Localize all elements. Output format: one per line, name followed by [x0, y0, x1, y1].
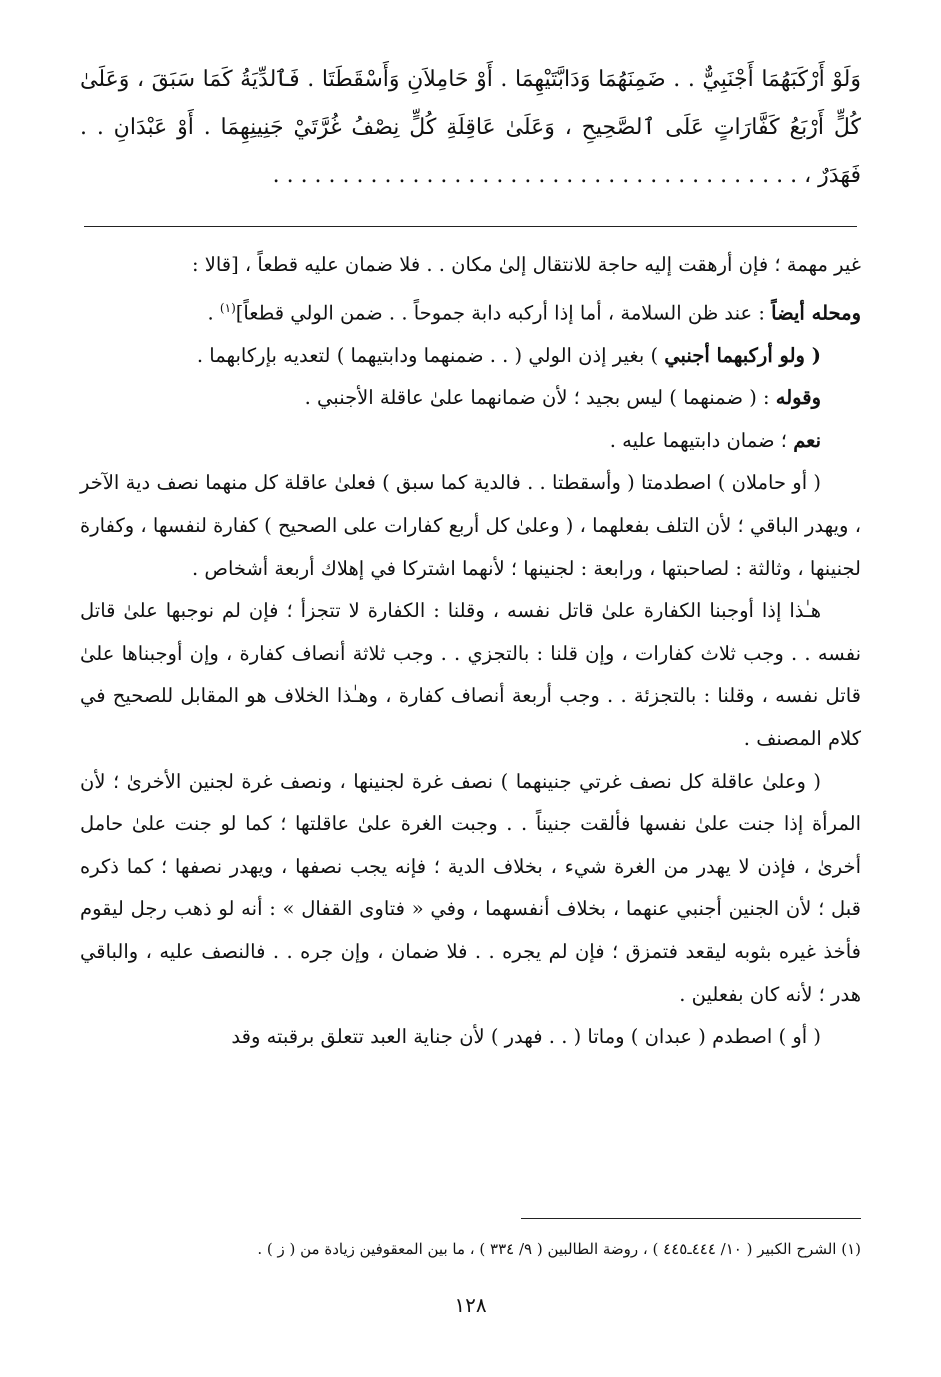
separator-line	[84, 226, 857, 227]
main-text-paragraph: وَلَوْ أَرْكَبَهُمَا أَجْنَبِيٌّ . . ضَمِنَهُمَا وَدَابَّتَيْهِمَا . أَوْ حَامِلاَنِ وَأَسْقَطَتَا . فَٱلدِّيَةُ كَمَا سَبَقَ ، وَعَلَىٰ كُلٍّ أَرْبَعُ كَفَّارَاتٍ عَلَى ٱلصَّحِيحِ ، وَعَلَىٰ عَاقِلَةِ كُلٍّ نِصْفُ غُرَّتَيْ جَنِينِهِمَا . أَوْ عَبْدَانِ . . فَهَدَرٌ ، . . . . . . . . . . . . . . . . . . . . . . . . . . . . . . . . . . . . . .	[80, 67, 861, 188]
footnote-separator	[521, 1218, 861, 1219]
main-text	[80, 56, 861, 200]
commentary-paragraph: ( أو ) اصطدم ( عبدان ) وماتا ( . . فهدر ) لأن جناية العبد تتعلق برقبته وقد	[231, 1025, 821, 1049]
commentary-text	[80, 244, 861, 1059]
footnote-marker: (١)	[219, 300, 236, 315]
commentary-paragraph: وقوله : ( ضمنهما ) ليس بجيد ؛ لأن ضمانهما علىٰ عاقلة الأجنبي .	[304, 386, 821, 410]
commentary-paragraph: ( أو حاملان ) اصطدمتا ( وأسقطتا . . فالدية كما سبق ) فعلىٰ عاقلة كل منهما نصف دية الآخر ، ويهدر الباقي ؛ لأن التلف بفعلهما ، ( وعلىٰ كل أربع كفارات على الصحيح ) كفارة لنفسها ، وكفارة لجنينها ، وثالثة : لصاحبتها ، ورابعة : لجنينها ؛ لأنهما اشتركا في إهلاك أربعة أشخاص .	[80, 471, 861, 580]
commentary-paragraph: نعم ؛ ضمان دابتيهما عليه .	[609, 428, 821, 452]
commentary-paragraph: هـٰذا إذا أوجبنا الكفارة علىٰ قاتل نفسه ، وقلنا : الكفارة لا تتجزأ ؛ فإن لم نوجبها علىٰ قاتل نفسه . . وجب ثلاث كفارات ، وإن قلنا : بالتجزي . . وجب ثلاثة أنصاف كفارة ، وإن أوجبناها علىٰ قاتل نفسه ، وقلنا : بالتجزئة . . وجب أربعة أنصاف كفارة ، وهـٰذا الخلاف هو المقابل للصحيح في كلام المصنف .	[80, 599, 861, 751]
commentary-paragraph: ومحله أيضاً : عند ظن السلامة ، أما إذا أركبه دابة جموحاً . . ضمن الولي قطعاً]$^{(١)}$ .	[207, 300, 861, 325]
commentary-paragraph: ( وعلىٰ عاقلة كل نصف غرتي جنينهما ) نصف غرة لجنينها ، ونصف غرة لجنين الأخرىٰ ؛ لأن المرأة إذا جنت علىٰ نفسها فألقت جنيناً . . وجبت الغرة علىٰ عاقلتها ؛ كما لو جنت علىٰ حامل أخرىٰ ، فإذن لا يهدر من الغرة شيء ، بخلاف الدية ؛ فإنه يجب نصفها ، ويهدر نصفها ؛ كما ذكره قبل ؛ لأن الجنين أجنبي عنهما ، بخلاف أنفسهما ، وفي « فتاوى القفال » : أنه لو ذهب رجل ليقوم فأخذ غيره بثوبه ليقعد فتمزق ؛ فإن لم يجره . . فلا ضمان ، وإن جره . . فالنصف عليه ، والباقي هدر ؛ لأنه كان بفعلين .	[80, 769, 861, 1006]
commentary-paragraph: غير مهمة ؛ فإن أرهقت إليه حاجة للانتقال إلىٰ مكان . . فلا ضمان عليه قطعاً ، [قالا :	[191, 253, 861, 276]
commentary-paragraph: ( ولو أركبهما أجنبي ) بغير إذن الولي ( . . ضمنهما ودابتيهما ) لتعديه بإركابهما .	[196, 343, 821, 367]
footnote: (١) الشرح الكبير ( ١٠/ ٤٤٤ـ٤٤٥ ) ، روضة الطالبين ( ٩/ ٣٣٤ ) ، ما بين المعقوفين زيادة من ( ز ) .	[257, 1240, 861, 1258]
page-number: ١٢٨	[454, 1293, 487, 1317]
